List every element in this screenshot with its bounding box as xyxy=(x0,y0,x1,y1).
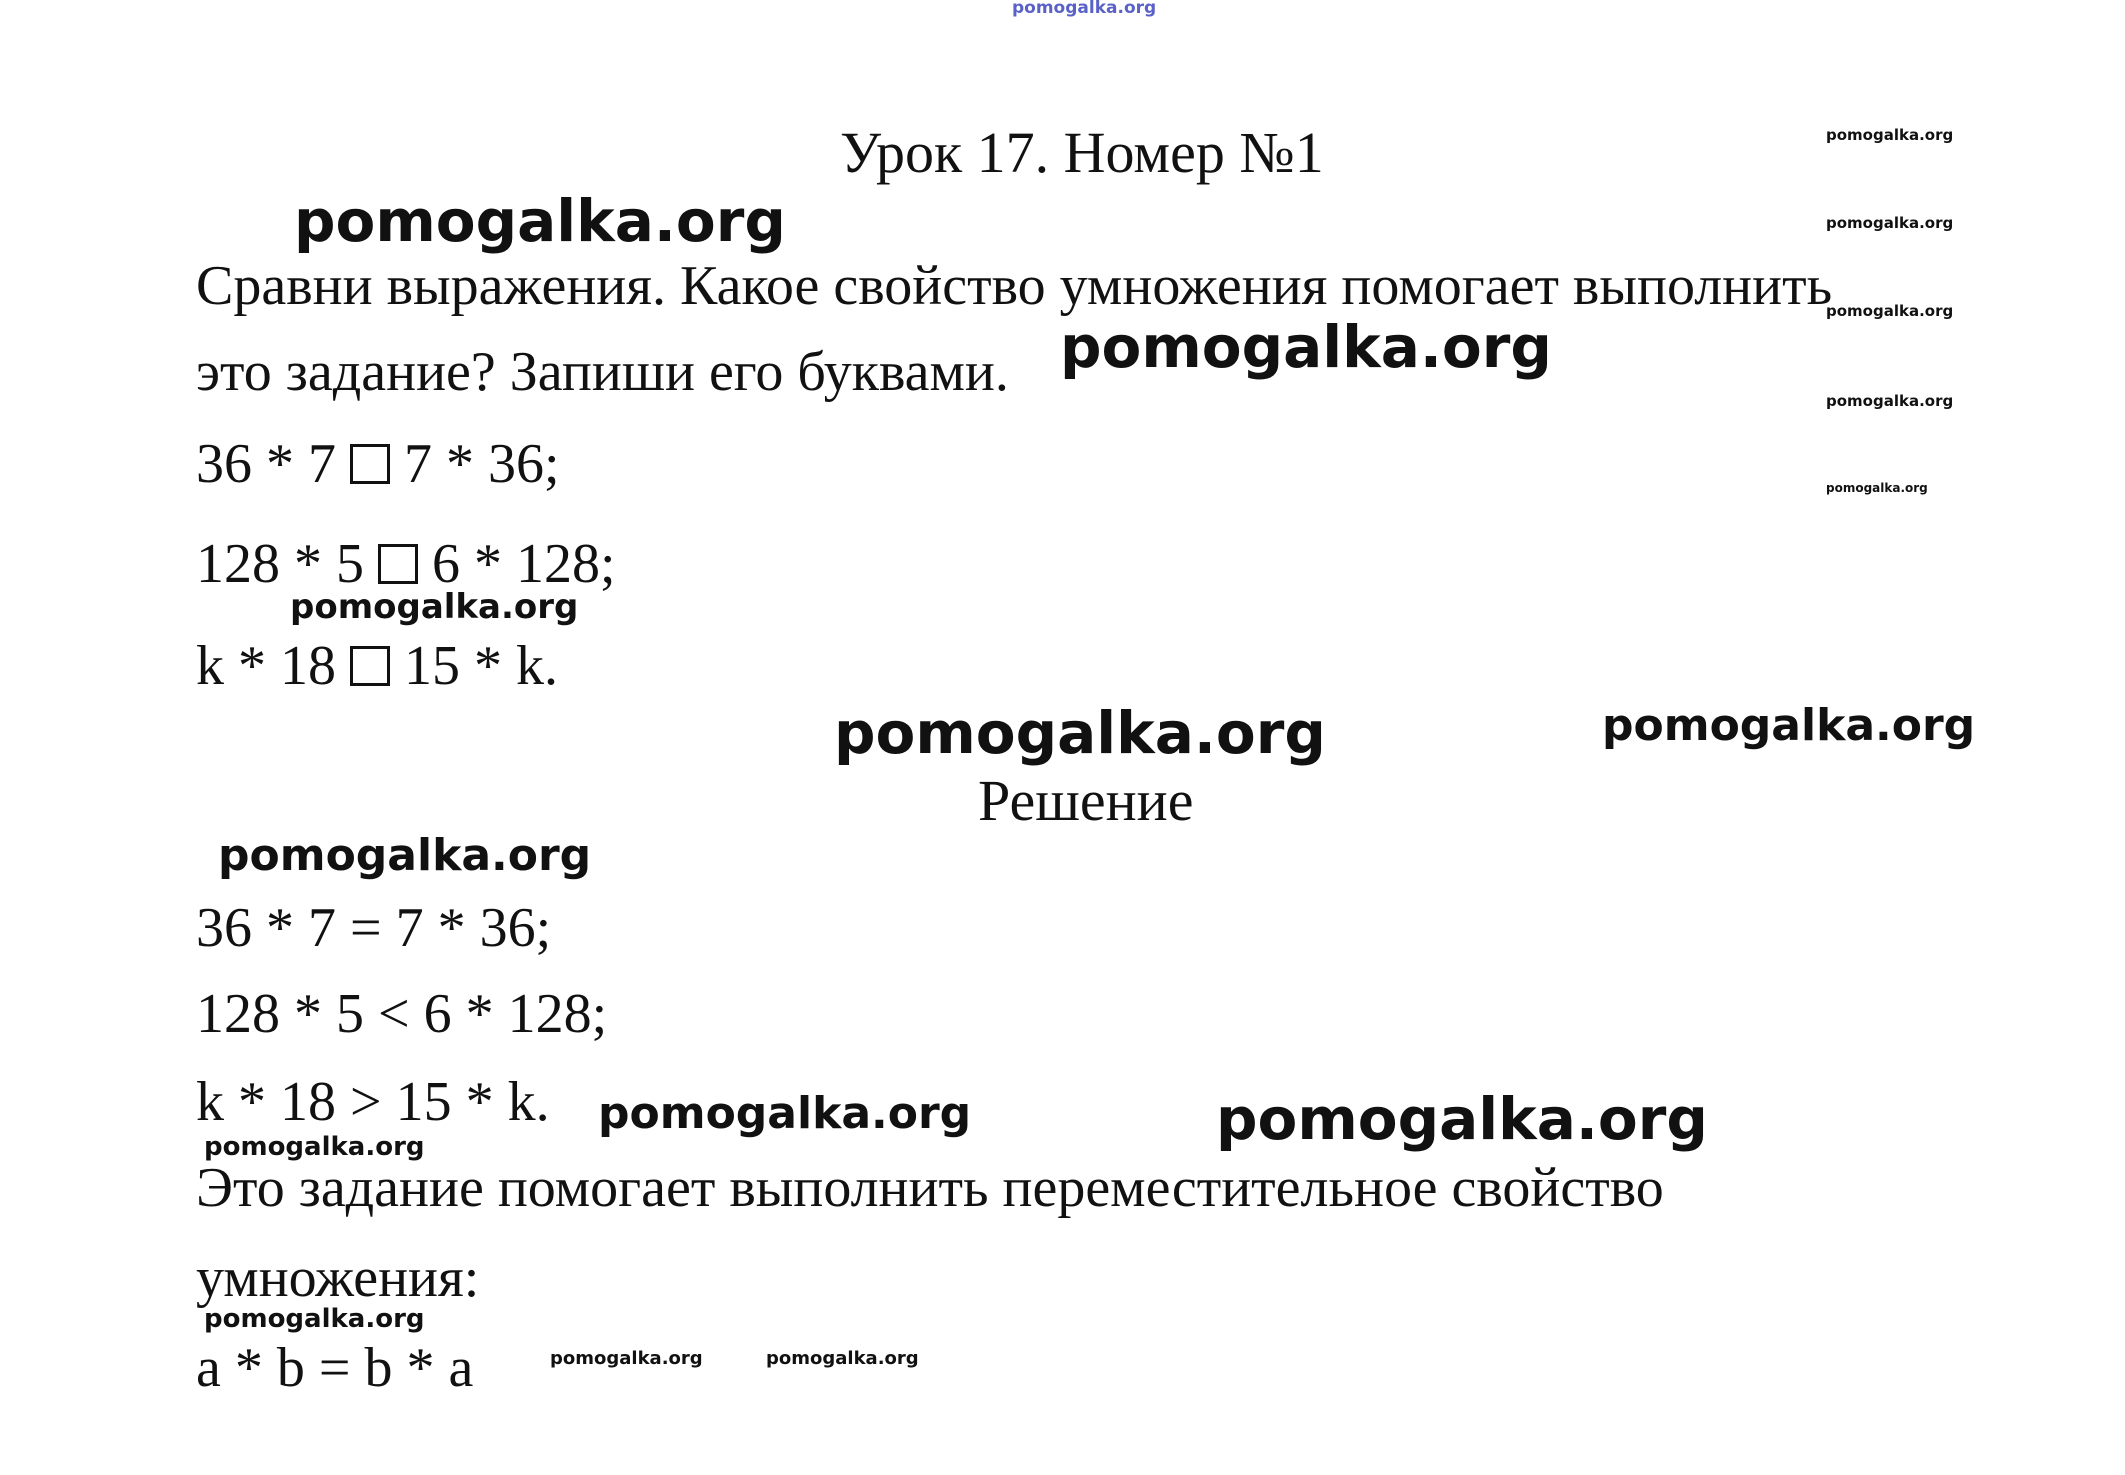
conclusion-line-2: умножения: xyxy=(196,1247,480,1309)
problem-line-1: Сравни выражения. Какое свойство умножения помогает выполнить xyxy=(196,255,1833,317)
watermark-small-3: pomogalka.org xyxy=(550,1348,703,1369)
watermark-right-1: pomogalka.org xyxy=(1826,126,1954,144)
comparison-box xyxy=(350,444,390,484)
watermark-medium-2: pomogalka.org xyxy=(218,830,592,881)
solution-line-1: 36 * 7 = 7 * 36; xyxy=(196,897,552,959)
watermark-small-1: pomogalka.org xyxy=(204,1132,425,1162)
watermark-small-2: pomogalka.org xyxy=(204,1304,425,1334)
watermark-medium-1: pomogalka.org xyxy=(290,587,579,627)
expression-1-left: 36 * 7 xyxy=(196,433,336,495)
watermark-top: pomogalka.org xyxy=(1012,0,1157,18)
comparison-box xyxy=(350,646,390,686)
conclusion-line-1: Это задание помогает выполнить переместительное свойство xyxy=(196,1157,1664,1219)
watermark-medium-3: pomogalka.org xyxy=(598,1088,972,1139)
watermark-right-5: pomogalka.org xyxy=(1826,481,1928,495)
watermark-large-3: pomogalka.org xyxy=(834,699,1326,767)
expression-2 xyxy=(196,533,616,595)
comparison-box xyxy=(378,544,418,584)
watermark-right-3: pomogalka.org xyxy=(1826,302,1954,320)
watermark-small-4: pomogalka.org xyxy=(766,1348,919,1369)
watermark-large-5: pomogalka.org xyxy=(1216,1085,1708,1153)
expression-2-right: 6 * 128; xyxy=(432,533,616,595)
watermark-large-4: pomogalka.org xyxy=(1602,700,1976,751)
watermark-right-2: pomogalka.org xyxy=(1826,214,1954,232)
solution-line-2: 128 * 5 < 6 * 128; xyxy=(196,983,608,1045)
expression-1 xyxy=(196,433,560,495)
expression-1-right: 7 * 36; xyxy=(404,433,560,495)
page-title: Урок 17. Номер №1 xyxy=(840,120,1324,185)
formula: a * b = b * a xyxy=(196,1337,474,1399)
expression-2-left: 128 * 5 xyxy=(196,533,364,595)
solution-line-3: k * 18 > 15 * k. xyxy=(196,1071,550,1133)
expression-3 xyxy=(196,635,558,697)
expression-3-left: k * 18 xyxy=(196,635,336,697)
watermark-large-1: pomogalka.org xyxy=(294,187,786,255)
watermark-large-2: pomogalka.org xyxy=(1060,313,1552,381)
problem-line-2: это задание? Запиши его буквами. xyxy=(196,341,1009,403)
watermark-right-4: pomogalka.org xyxy=(1826,392,1954,410)
solution-heading: Решение xyxy=(978,768,1194,833)
expression-3-right: 15 * k. xyxy=(404,635,558,697)
